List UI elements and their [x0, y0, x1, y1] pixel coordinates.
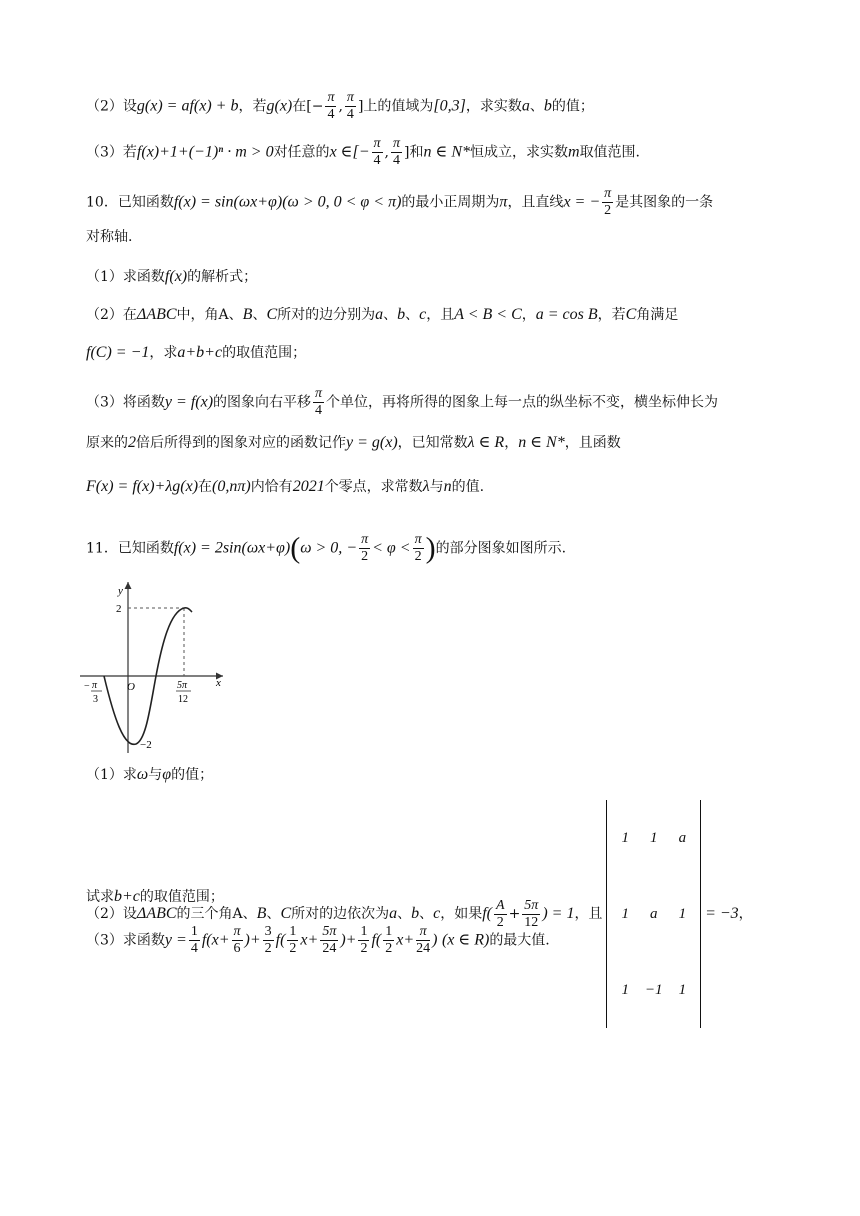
q10-stem: 10．已知函数f(x) = sin(ωx+φ)(ω > 0, 0 < φ < π)的最小正周期为π，且直线x = − $\frac{\pi}{2}$ 是其图象的一条 [86, 186, 714, 218]
fraction: $\frac{\pi}{6}$ [233, 924, 241, 956]
svg-text:12: 12 [178, 694, 188, 705]
det-cell: 1 [678, 982, 687, 998]
sine-graph [80, 578, 230, 758]
svg-text:π: π [92, 680, 98, 691]
fraction: $\frac{1}{2}$ [385, 924, 393, 956]
svg-text:3: 3 [93, 694, 98, 705]
fraction: $\frac{\pi}{4}$ [373, 136, 381, 168]
x-axis-label: x [216, 677, 221, 689]
fraction: $\frac{\pi}{4}$ [346, 90, 354, 122]
q10-part2-cont: f(C) = −1，求a+b+c的取值范围； [86, 344, 307, 361]
fraction: $\frac{\pi}{2}$ [604, 186, 612, 218]
det-cell: 1 [621, 982, 629, 998]
fraction: $\frac{3}{2}$ [264, 924, 272, 956]
q9-part2: （2）设g(x) = af(x) + b，若g(x)在[− $\frac{\pi}{4}$ , $\frac{\pi}{4}$ ]上的值域为[0,3]，求实数a、b的值； [86, 90, 594, 122]
fraction: $\frac{5\pi}{24}$ [322, 924, 337, 956]
det-cell: a [678, 830, 687, 846]
y-axis-label: y [118, 585, 123, 597]
fraction: $\frac{\pi}{4}$ [327, 90, 335, 122]
q11-stem: 11．已知函数f(x) = 2sin(ωx+φ)(ω > 0, − $\frac{\pi}{2}$ < φ < $\frac{\pi}{2}$ )的部分图象如图所示. [86, 531, 567, 565]
y-min-label: −2 [140, 739, 152, 751]
determinant [606, 800, 701, 1028]
fraction: $\frac{A}{2}$ [496, 897, 505, 930]
y-max-label: 2 [116, 603, 122, 615]
q11-part1: （1）求ω与φ的值； [86, 766, 214, 783]
fraction: $\frac{1}{2}$ [289, 924, 297, 956]
q11-part2: （2）设ΔABC的三个角A、B、C所对的边依次为a、b、c，如果f( $\frac{A}{2}$ + $\frac{5\pi}{12}$ ) = 1，且 1 1 a 1 a 1 1 −1 1 = −3， [86, 800, 753, 874]
q10-part1: （1）求函数f(x)的解析式； [86, 268, 258, 285]
det-cell: 1 [650, 830, 658, 846]
fraction: $\frac{1}{2}$ [360, 924, 368, 956]
det-cell: 1 [621, 830, 629, 846]
fraction: $\frac{\pi}{4}$ [393, 136, 401, 168]
det-cell: a [650, 906, 658, 922]
det-cell: 1 [621, 906, 629, 922]
fraction: $\frac{\pi}{4}$ [315, 386, 323, 418]
fraction: $\frac{5\pi}{12}$ [524, 897, 539, 930]
q11-part2-cont: 试求b+c的取值范围； [86, 888, 224, 905]
q9-part3: （3）若f(x)+1+(−1)ⁿ · m > 0对任意的x ∈[− $\frac{\pi}{4}$ , $\frac{\pi}{4}$ ]和n ∈ N*恒成立，求实数m取值范围. [86, 136, 641, 168]
svg-text:5π: 5π [177, 680, 188, 691]
origin-label: O [127, 681, 135, 693]
q11-part3: （3）求函数y = $\frac{1}{4}$ f(x+ $\frac{\pi}{6}$ )+ $\frac{3}{2}$ f( $\frac{1}{2}$ x+ $\frac{5\pi}{24}$ )+ $\frac{1}{2}$ f( $\frac{1}{2}$ x+ $\frac{\pi}{24}$ ) (x ∈ R)的最大值. [86, 924, 550, 956]
q10-part3-cont1: 原来的2倍后所得到的图象对应的函数记作y = g(x)，已知常数λ ∈ R，n ∈ N*，且函数 [86, 434, 621, 451]
fraction: $\frac{1}{4}$ [190, 924, 198, 956]
det-cell: 1 [678, 906, 687, 922]
q10-part3-cont2: F(x) = f(x)+λg(x)在(0,nπ)内恰有2021个零点，求常数λ与n的值. [86, 478, 485, 495]
q10-stem-cont: 对称轴. [86, 229, 133, 245]
fraction: $\frac{\pi}{2}$ [361, 532, 369, 564]
svg-text:−: − [84, 681, 90, 692]
fraction: $\frac{\pi}{24}$ [416, 924, 431, 956]
q10-part2: （2）在ΔABC中，角A、B、C所对的边分别为a、b、c，且A < B < C，a = cos B，若C角满足 [86, 306, 679, 323]
q10-part3: （3）将函数y = f(x)的图象向右平移 $\frac{\pi}{4}$ 个单位，再将所得的图象上每一点的纵坐标不变，横坐标伸长为 [86, 386, 719, 418]
fraction: $\frac{\pi}{2}$ [414, 532, 422, 564]
det-cell: −1 [644, 982, 663, 998]
